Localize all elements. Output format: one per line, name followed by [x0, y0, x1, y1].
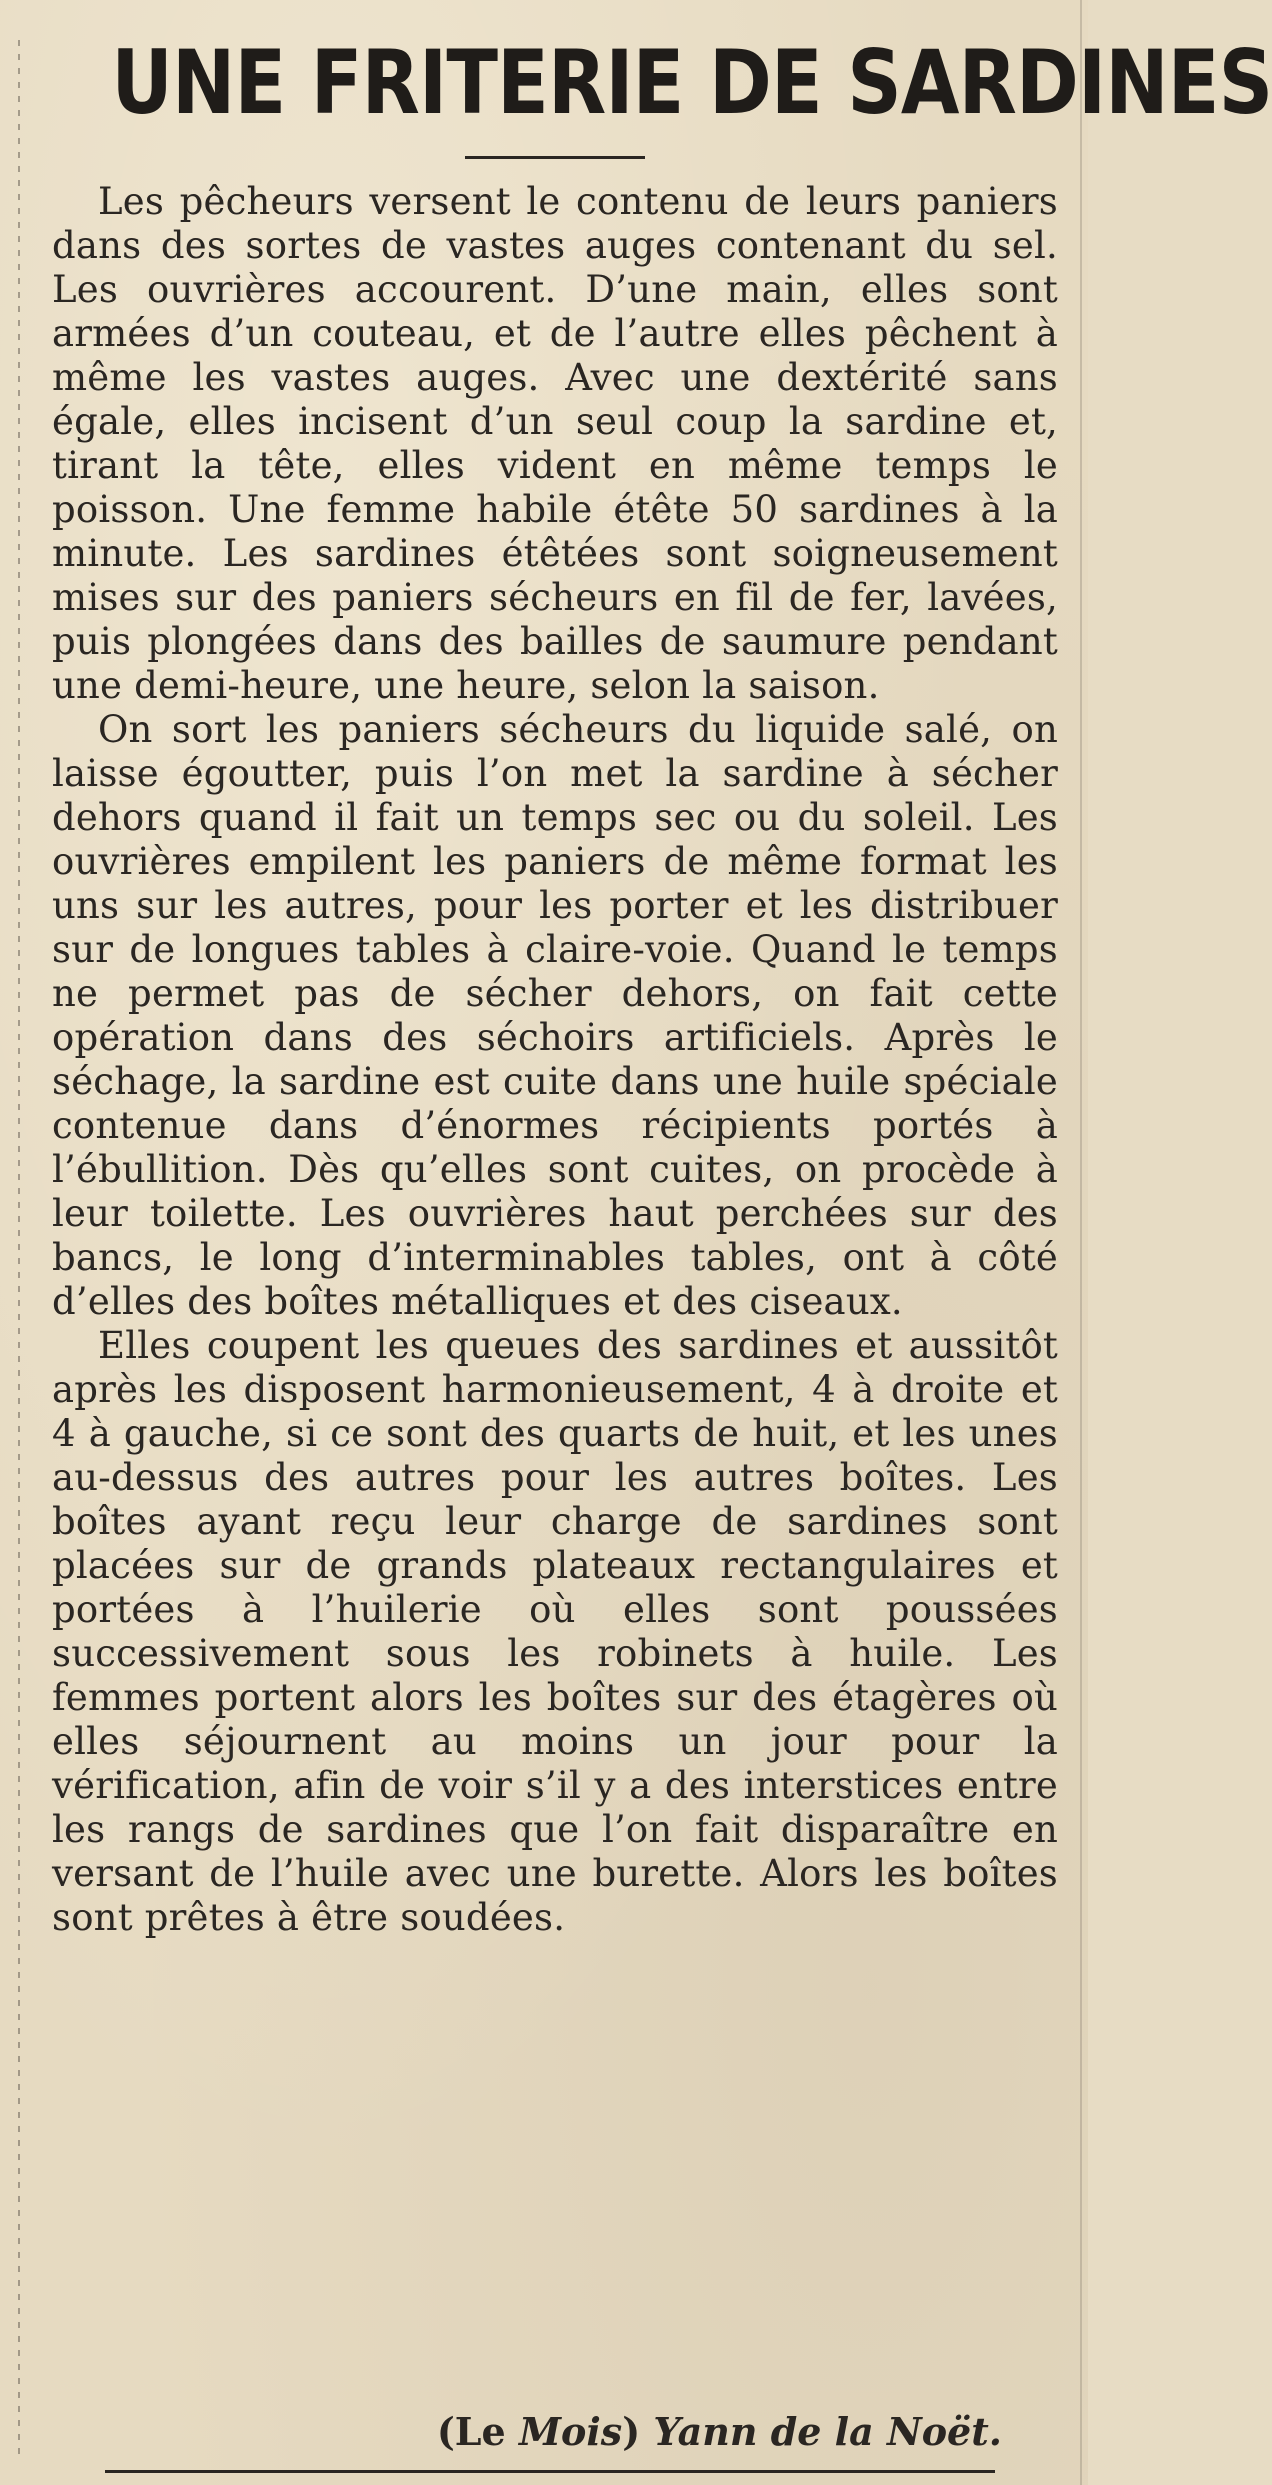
column-edge-rule: [18, 40, 20, 2460]
column-right-rule: [1080, 0, 1082, 2485]
paragraph-3: Elles coupent les queues des sardines et aussitôt après les disposent harmonieusement, 4 à droite et 4 à gauche, si ce sont des quarts de huit, et les unes au-dessus des autres pour les autres boîtes. Les boîtes ayant reçu leur charge de sardines sont placées sur de grands plateaux rectangulaires et portées à l’huilerie où elles sont poussées successivement sous les robinets à huile. Les femmes portent alors les boîtes sur des étagères où elles séjournent au moins un jour pour la vérification, afin de voir s’il y a des interstices entre les rangs de sardines que l’on fait disparaître en versant de l’huile avec une burette. Alors les boîtes sont prêtes à être soudées.: [52, 1324, 1058, 1939]
article-body: [52, 180, 1058, 1940]
paragraph-1: Les pêcheurs versent le contenu de leurs paniers dans des sortes de vastes auges contenant du sel. Les ouvrières accourent. D’une main, elles sont armées d’un couteau, et de l’autre elles pêchent à même les vastes auges. Avec une dextérité sans égale, elles incisent d’un seul coup la sardine et, tirant la tête, elles vident en même temps le poisson. Une femme habile étête 50 sardines à la minute. Les sardines étêtées sont soigneusement mises sur des paniers sécheurs en fil de fer, lavées, puis plongées dans des bailles de saumure pendant une demi-heure, une heure, selon la saison.: [52, 180, 1058, 707]
article-title: UNE FRITERIE DE SARDINES: [111, 31, 1272, 134]
source-name: Mois: [518, 2409, 623, 2454]
author-name: Yann de la Noët.: [653, 2409, 1002, 2454]
source-close: ): [622, 2409, 654, 2454]
article-signature: [52, 2410, 1002, 2454]
article-end-rule: [105, 2470, 995, 2473]
source-open: (Le: [436, 2409, 519, 2454]
title-underline: [465, 156, 645, 159]
paragraph-2: On sort les paniers sécheurs du liquide salé, on laisse égoutter, puis l’on met la sardine à sécher dehors quand il fait un temps sec ou du soleil. Les ouvrières empilent les paniers de même format les uns sur les autres, pour les porter et les distribuer sur de longues tables à claire-voie. Quand le temps ne permet pas de sécher dehors, on fait cette opération dans des séchoirs artificiels. Après le séchage, la sardine est cuite dans une huile spéciale contenue dans d’énormes récipients portés à l’ébullition. Dès qu’elles sont cuites, on procède à leur toilette. Les ouvrières haut perchées sur des bancs, le long d’interminables tables, ont à côté d’elles des boîtes métalliques et des ciseaux.: [52, 708, 1058, 1323]
